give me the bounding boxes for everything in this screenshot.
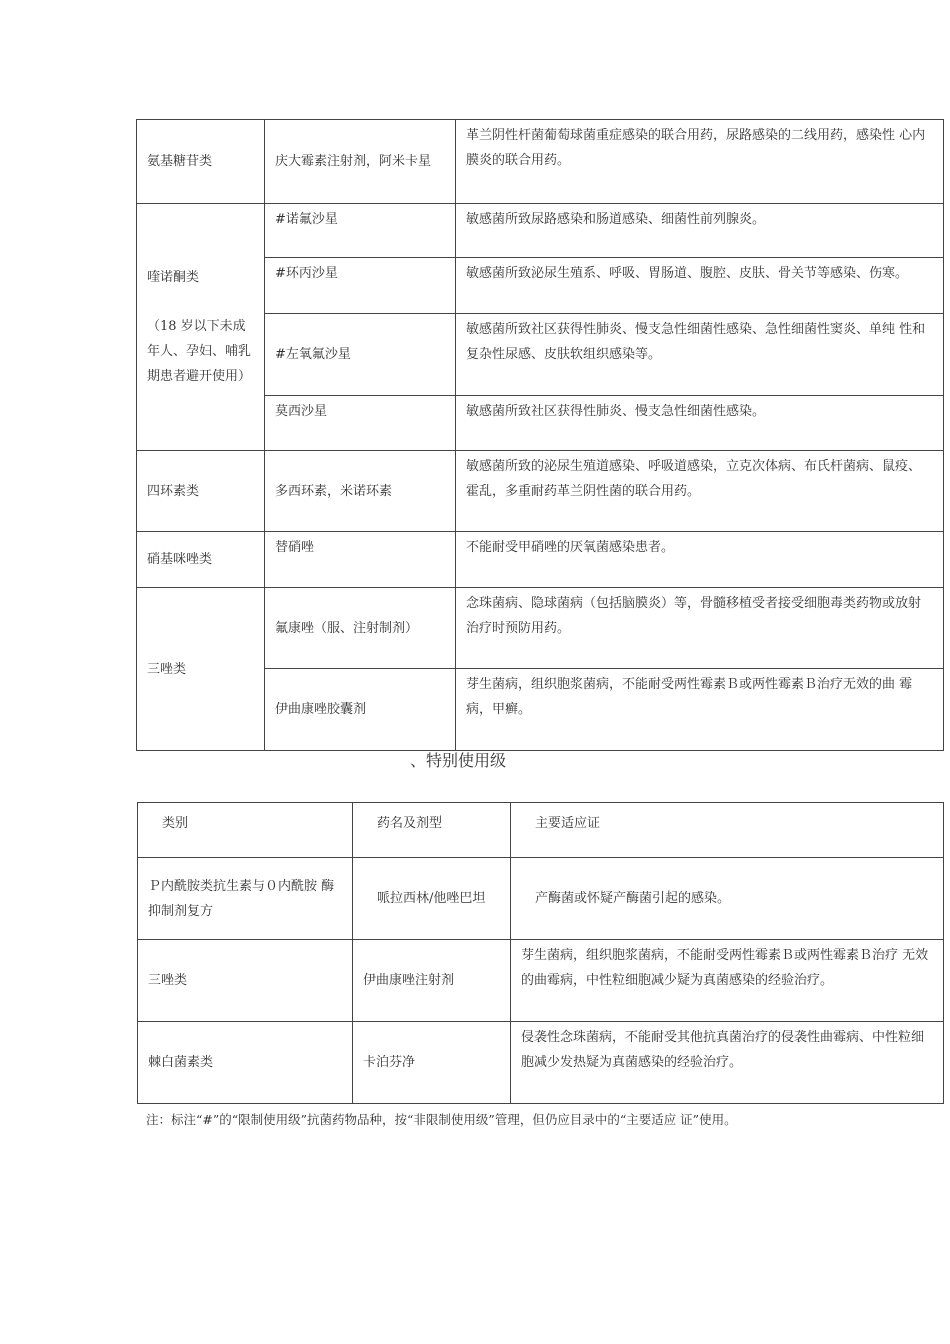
indication-cell: 敏感菌所致泌尿生殖系、呼吸、胃肠道、腹腔、皮肤、骨关节等感染、伤寒。 <box>456 258 944 314</box>
category-cell: 硝基咪唑类 <box>137 532 265 588</box>
header-indication: 主要适应证 <box>511 803 944 858</box>
indication-cell: 革兰阴性杆菌葡萄球菌重症感染的联合用药，尿路感染的二线用药，感染性 心内膜炎的联合用药。 <box>456 120 944 204</box>
header-drug: 药名及剂型 <box>353 803 511 858</box>
indication-cell: 敏感菌所致尿路感染和肠道感染、细菌性前列腺炎。 <box>456 204 944 258</box>
drug-cell: #诺氟沙星 <box>265 204 456 258</box>
indication-cell: 不能耐受甲硝唑的厌氧菌感染患者。 <box>456 532 944 588</box>
table-row <box>137 532 944 588</box>
category-cell: 三唑类 <box>137 588 265 751</box>
indication-cell: 敏感菌所致社区获得性肺炎、慢支急性细菌性感染。 <box>456 396 944 451</box>
indication-cell: 念珠菌病、隐球菌病（包括脑膜炎）等，骨髓移植受者接受细胞毒类药物或放射治疗时预防用药。 <box>456 588 944 669</box>
category-cell: 三唑类 <box>138 940 353 1022</box>
drug-cell: 哌拉西林/他唑巴坦 <box>353 858 511 940</box>
table-row <box>138 1022 944 1104</box>
category-cell <box>137 204 265 451</box>
drug-cell: 替硝唑 <box>265 532 456 588</box>
drug-cell: 庆大霉素注射剂，阿米卡星 <box>265 120 456 204</box>
special-drug-table <box>137 802 944 1104</box>
header-category: 类别 <box>138 803 353 858</box>
indication-cell: 芽生菌病，组织胞浆菌病，不能耐受两性霉素Ｂ或两性霉素Ｂ治疗 无效的曲霉病，中性粒细胞减少疑为真菌感染的经验治疗。 <box>511 940 944 1022</box>
footnote: 注：标注“#”的“限制使用级”抗菌药物品种，按“非限制使用级”管理，但仍应目录中的“主要适应 证”使用。 <box>146 1112 737 1127</box>
table-row <box>138 858 944 940</box>
table-row <box>137 120 944 204</box>
drug-cell: #环丙沙星 <box>265 258 456 314</box>
table-row <box>137 204 944 258</box>
indication-cell: 侵袭性念珠菌病，不能耐受其他抗真菌治疗的侵袭性曲霉病、中性粒细胞减少发热疑为真菌感染的经验治疗。 <box>511 1022 944 1104</box>
category-cell: 四环素类 <box>137 451 265 532</box>
restricted-drug-table <box>136 119 944 751</box>
drug-cell: 氟康唑（服、注射制剂） <box>265 588 456 669</box>
drug-cell: #左氧氟沙星 <box>265 314 456 396</box>
drug-cell: 伊曲康唑注射剂 <box>353 940 511 1022</box>
table-row <box>137 588 944 669</box>
indication-cell: 产酶菌或怀疑产酶菌引起的感染。 <box>511 858 944 940</box>
indication-cell: 芽生菌病，组织胞浆菌病，不能耐受两性霉素Ｂ或两性霉素Ｂ治疗无效的曲 霉病，甲癣。 <box>456 669 944 751</box>
drug-cell: 伊曲康唑胶囊剂 <box>265 669 456 751</box>
category-cell: Ｐ内酰胺类抗生素与０内酰胺 酶抑制剂复方 <box>138 858 353 940</box>
category-cell: 棘白菌素类 <box>138 1022 353 1104</box>
drug-cell: 卡泊芬净 <box>353 1022 511 1104</box>
drug-cell: 多西环素，米诺环素 <box>265 451 456 532</box>
table-row <box>138 940 944 1022</box>
indication-cell: 敏感菌所致社区获得性肺炎、慢支急性细菌性感染、急性细菌性窦炎、单纯 性和复杂性尿感、皮肤软组织感染等。 <box>456 314 944 396</box>
category-cell: 氨基糖苷类 <box>137 120 265 204</box>
table-header-row <box>138 803 944 858</box>
category-name: 喹诺酮类 <box>147 270 200 285</box>
drug-cell: 莫西沙星 <box>265 396 456 451</box>
category-note: （18 岁以下未成年人、孕妇、哺乳期患者避开使用） <box>147 319 252 384</box>
indication-cell: 敏感菌所致的泌尿生殖道感染、呼吸道感染，立克次体病、布氏杆菌病、鼠疫、霍乱，多重耐药革兰阴性菌的联合用药。 <box>456 451 944 532</box>
table-row <box>137 451 944 532</box>
section-heading: 、特别使用级 <box>410 751 507 770</box>
